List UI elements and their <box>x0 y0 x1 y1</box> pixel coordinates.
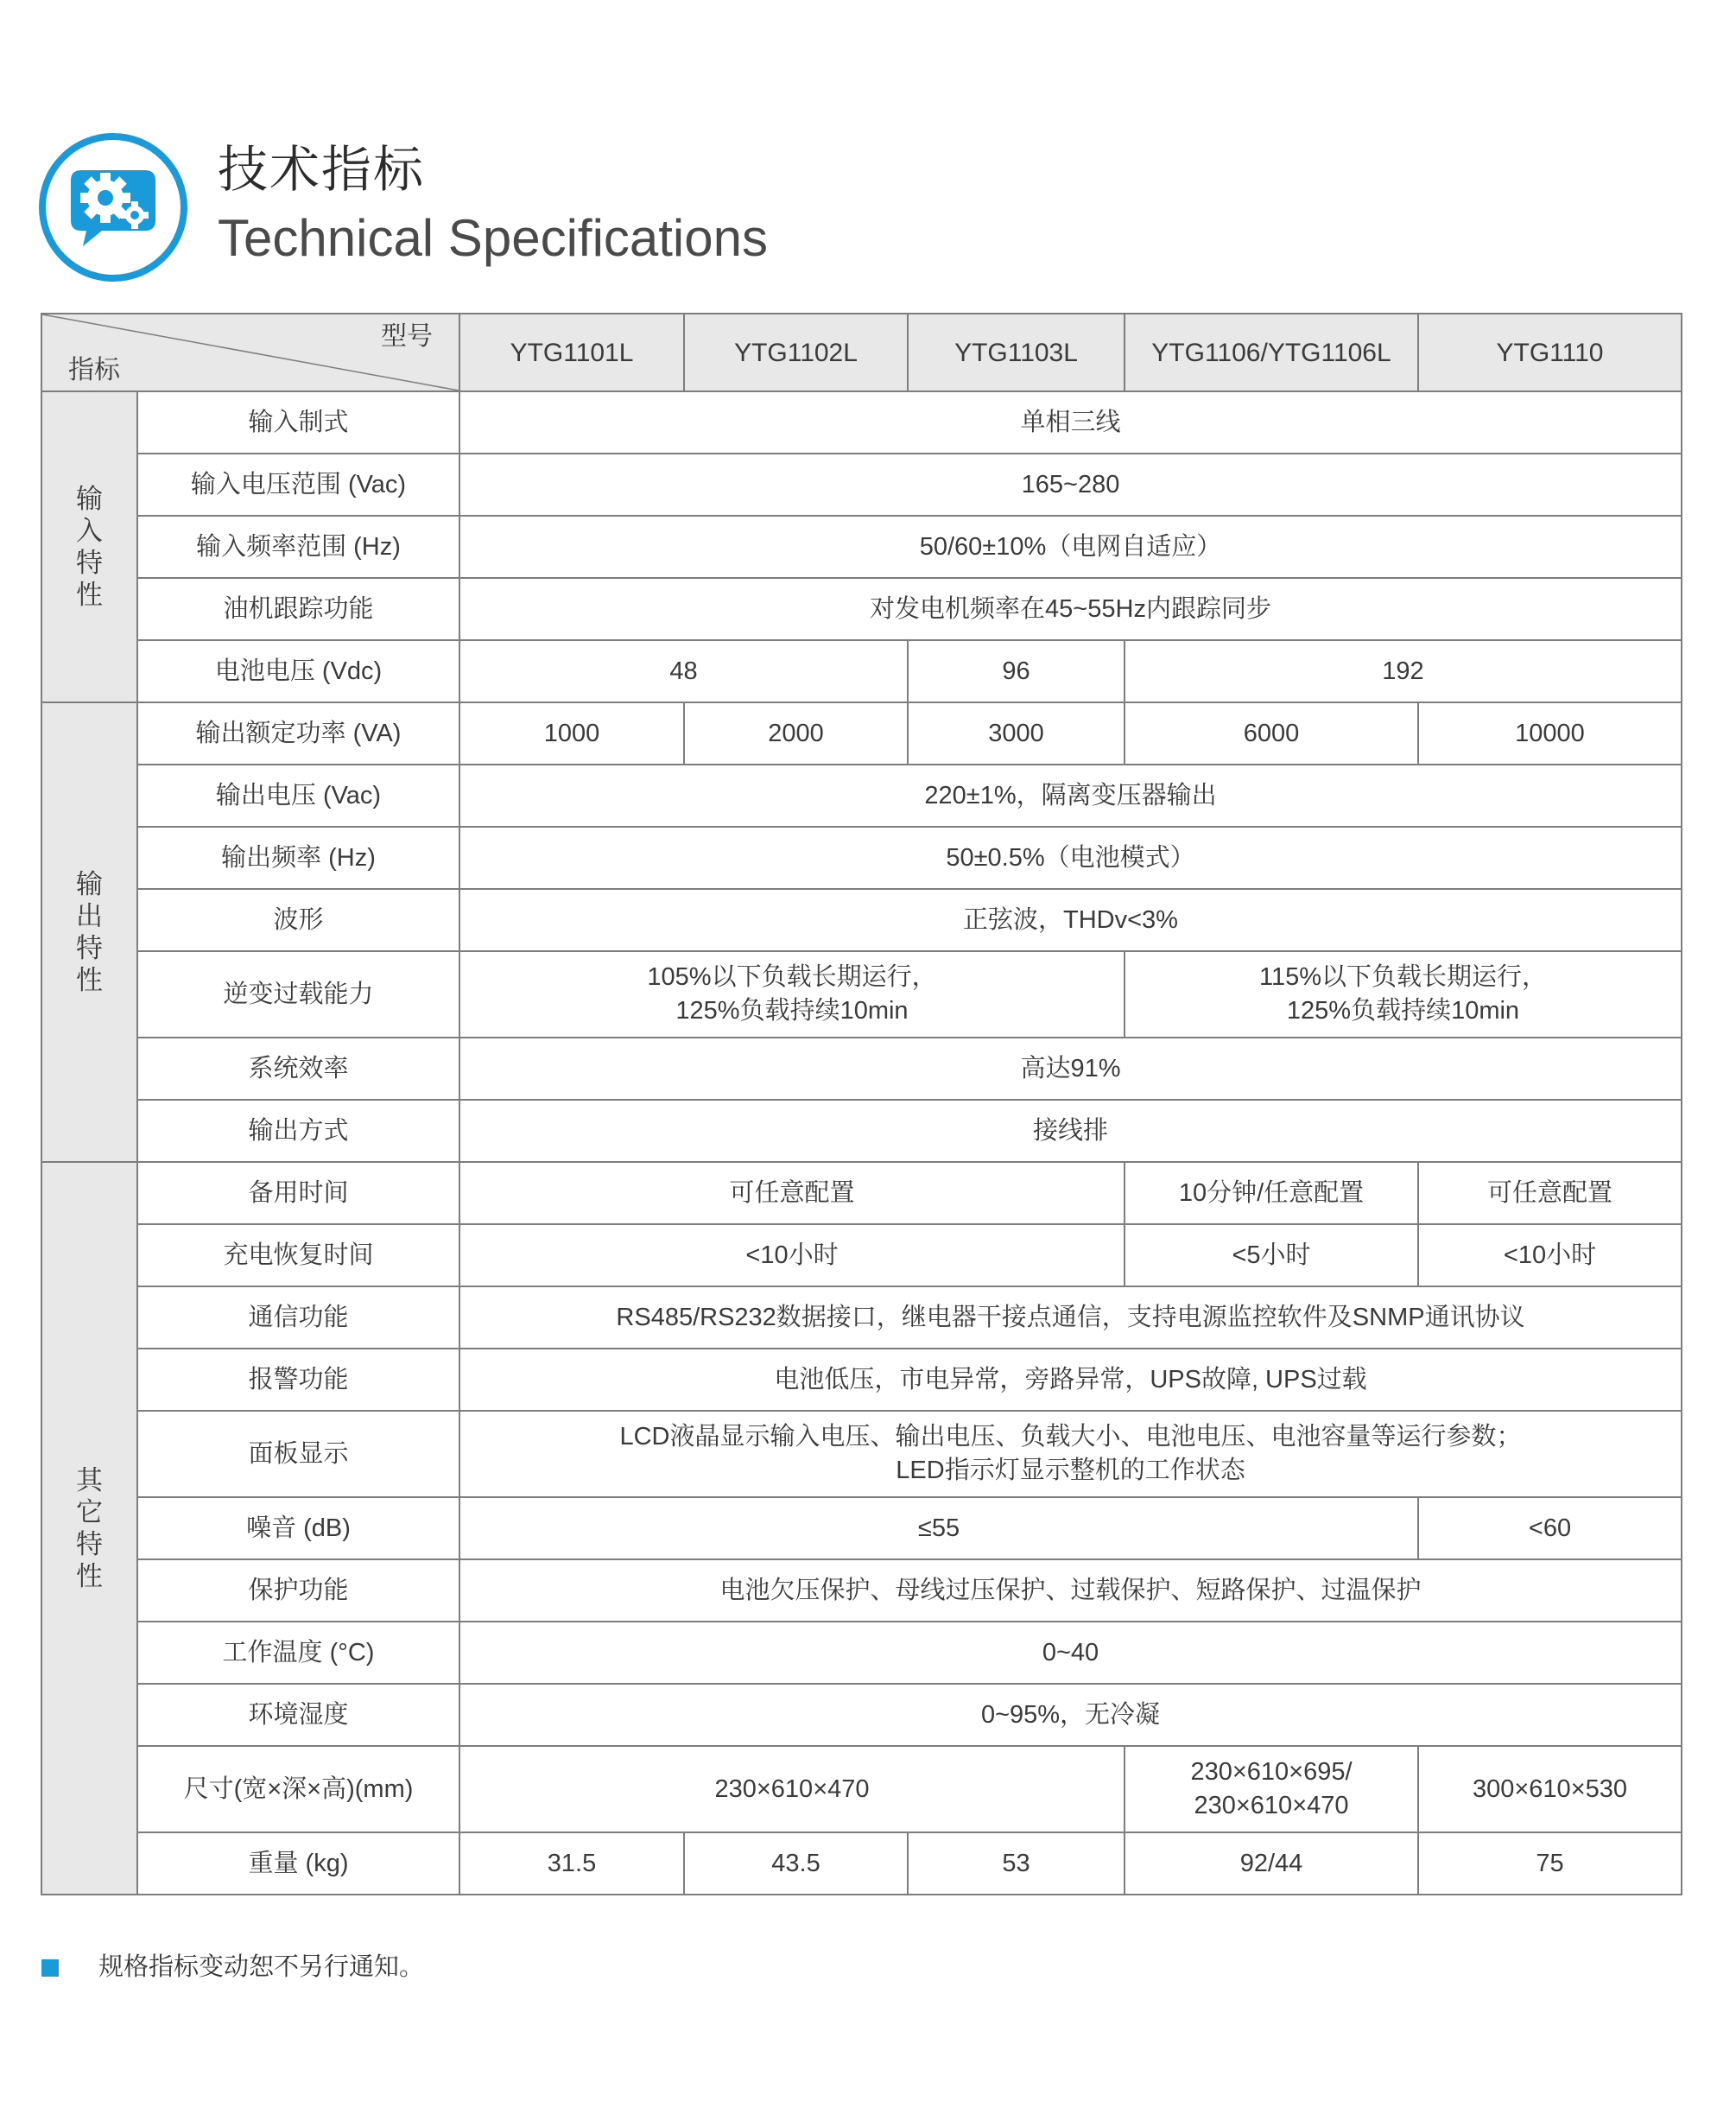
table-row <box>41 1162 1682 1224</box>
footnote <box>41 1947 424 1983</box>
table-row <box>41 1100 1682 1162</box>
table-row <box>41 951 1682 1038</box>
row-value <box>1125 951 1682 1038</box>
row-value <box>459 951 1125 1038</box>
row-value: 92/44 <box>1125 1832 1418 1895</box>
row-value: 48 <box>459 640 908 702</box>
row-label: 尺寸(宽×深×高)(mm) <box>137 1746 459 1832</box>
section-output-label: 输出特性 <box>41 702 137 1162</box>
row-value-line: 105%以下负载长期运行， <box>647 963 937 991</box>
page-title-cn: 技术指标 <box>218 142 426 198</box>
table-row <box>41 454 1682 516</box>
row-value: 3000 <box>908 702 1125 765</box>
table-row <box>41 889 1682 951</box>
row-value: 可任意配置 <box>1418 1162 1682 1224</box>
table-row <box>41 1349 1682 1411</box>
row-label: 输出电压 (Vac) <box>137 765 459 827</box>
model-header: YTG1102L <box>684 314 908 391</box>
row-label: 输出方式 <box>137 1100 459 1162</box>
table-row <box>41 640 1682 702</box>
row-value-line: LCD液晶显示输入电压、输出电压、负载大小、电池电压、电池容量等运行参数； <box>619 1423 1522 1451</box>
row-value: 可任意配置 <box>459 1162 1125 1224</box>
table-row <box>41 578 1682 640</box>
row-label: 逆变过载能力 <box>137 951 459 1038</box>
square-bullet-icon <box>41 1959 59 1977</box>
row-value: 正弦波，THDv<3% <box>459 889 1682 951</box>
row-value: 300×610×530 <box>1418 1746 1682 1832</box>
row-label: 报警功能 <box>137 1349 459 1411</box>
row-value: RS485/RS232数据接口，继电器干接点通信，支持电源监控软件及SNMP通讯协议 <box>459 1286 1682 1349</box>
row-value: 2000 <box>684 702 908 765</box>
corner-model-label: 型号 <box>381 322 433 351</box>
model-header: YTG1106/YTG1106L <box>1125 314 1418 391</box>
row-label: 输入电压范围 (Vac) <box>137 454 459 516</box>
table-row <box>41 1684 1682 1746</box>
row-value-line: LED指示灯显示整机的工作状态 <box>896 1457 1245 1484</box>
table-row <box>41 1286 1682 1349</box>
row-value-line: 230×610×695/ <box>1190 1758 1353 1786</box>
page-title-en: Technical Specifications <box>218 209 769 267</box>
row-value: 对发电机频率在45~55Hz内跟踪同步 <box>459 578 1682 640</box>
table-row <box>41 765 1682 827</box>
row-label: 充电恢复时间 <box>137 1224 459 1286</box>
footnote-text: 规格指标变动恕不另行通知。 <box>98 1953 425 1981</box>
row-value-line: 115%以下负载长期运行， <box>1258 963 1548 991</box>
model-header: YTG1103L <box>908 314 1125 391</box>
row-label: 通信功能 <box>137 1286 459 1349</box>
row-label: 输出额定功率 (VA) <box>137 702 459 765</box>
model-header: YTG1101L <box>459 314 684 391</box>
corner-index-label: 指标 <box>68 356 120 384</box>
table-row <box>41 1224 1682 1286</box>
row-value: 31.5 <box>459 1832 684 1895</box>
row-value-line: 125%负载持续10min <box>1286 997 1520 1025</box>
row-value: 单相三线 <box>459 391 1682 454</box>
row-value: 96 <box>908 640 1125 702</box>
row-label: 面板显示 <box>137 1411 459 1497</box>
row-label: 环境湿度 <box>137 1684 459 1746</box>
table-row <box>41 1832 1682 1895</box>
row-value: 10000 <box>1418 702 1682 765</box>
section-other-label: 其它特性 <box>41 1162 137 1895</box>
table-row <box>41 1622 1682 1684</box>
row-value: 220±1%，隔离变压器输出 <box>459 765 1682 827</box>
row-label: 重量 (kg) <box>137 1832 459 1895</box>
row-value: 高达91% <box>459 1038 1682 1100</box>
row-value-line: 230×610×470 <box>1194 1792 1349 1819</box>
row-label: 系统效率 <box>137 1038 459 1100</box>
row-value: 0~95%，无冷凝 <box>459 1684 1682 1746</box>
row-value: 53 <box>908 1832 1125 1895</box>
row-value: 接线排 <box>459 1100 1682 1162</box>
row-value: <5小时 <box>1125 1224 1418 1286</box>
table-row <box>41 702 1682 765</box>
model-header: YTG1110 <box>1418 314 1682 391</box>
row-value: 50±0.5%（电池模式） <box>459 827 1682 889</box>
row-value: 电池欠压保护、母线过压保护、过载保护、短路保护、过温保护 <box>459 1559 1682 1622</box>
row-value: 43.5 <box>684 1832 908 1895</box>
row-label: 噪音 (dB) <box>137 1497 459 1559</box>
row-value: 0~40 <box>459 1622 1682 1684</box>
row-value: 6000 <box>1125 702 1418 765</box>
row-label: 输出频率 (Hz) <box>137 827 459 889</box>
row-value: 192 <box>1125 640 1682 702</box>
row-label: 电池电压 (Vdc) <box>137 640 459 702</box>
row-value <box>1125 1746 1418 1832</box>
row-label: 备用时间 <box>137 1162 459 1224</box>
row-label: 工作温度 (°C) <box>137 1622 459 1684</box>
row-value-line: 125%负载持续10min <box>675 997 909 1025</box>
section-input-label: 输入特性 <box>41 391 137 702</box>
table-row <box>41 516 1682 578</box>
row-label: 输入频率范围 (Hz) <box>137 516 459 578</box>
row-value: 165~280 <box>459 454 1682 516</box>
table-corner-cell <box>41 314 459 391</box>
gear-chat-icon <box>38 132 188 283</box>
row-value: 230×610×470 <box>459 1746 1125 1832</box>
table-row <box>41 827 1682 889</box>
row-value: <60 <box>1418 1497 1682 1559</box>
table-row <box>41 391 1682 454</box>
row-label: 保护功能 <box>137 1559 459 1622</box>
row-label: 波形 <box>137 889 459 951</box>
row-value: ≤55 <box>459 1497 1418 1559</box>
table-row <box>41 1559 1682 1622</box>
row-value: <10小时 <box>459 1224 1125 1286</box>
row-label: 输入制式 <box>137 391 459 454</box>
table-row <box>41 1411 1682 1497</box>
table-row <box>41 1038 1682 1100</box>
table-row <box>41 1746 1682 1832</box>
row-value: 1000 <box>459 702 684 765</box>
row-value <box>459 1411 1682 1497</box>
row-value: 50/60±10%（电网自适应） <box>459 516 1682 578</box>
row-value: 10分钟/任意配置 <box>1125 1162 1418 1224</box>
row-label: 油机跟踪功能 <box>137 578 459 640</box>
row-value: 电池低压，市电异常，旁路异常，UPS故障, UPS过载 <box>459 1349 1682 1411</box>
row-value: <10小时 <box>1418 1224 1682 1286</box>
row-value: 75 <box>1418 1832 1682 1895</box>
table-row <box>41 1497 1682 1559</box>
spec-table <box>41 313 1682 1895</box>
